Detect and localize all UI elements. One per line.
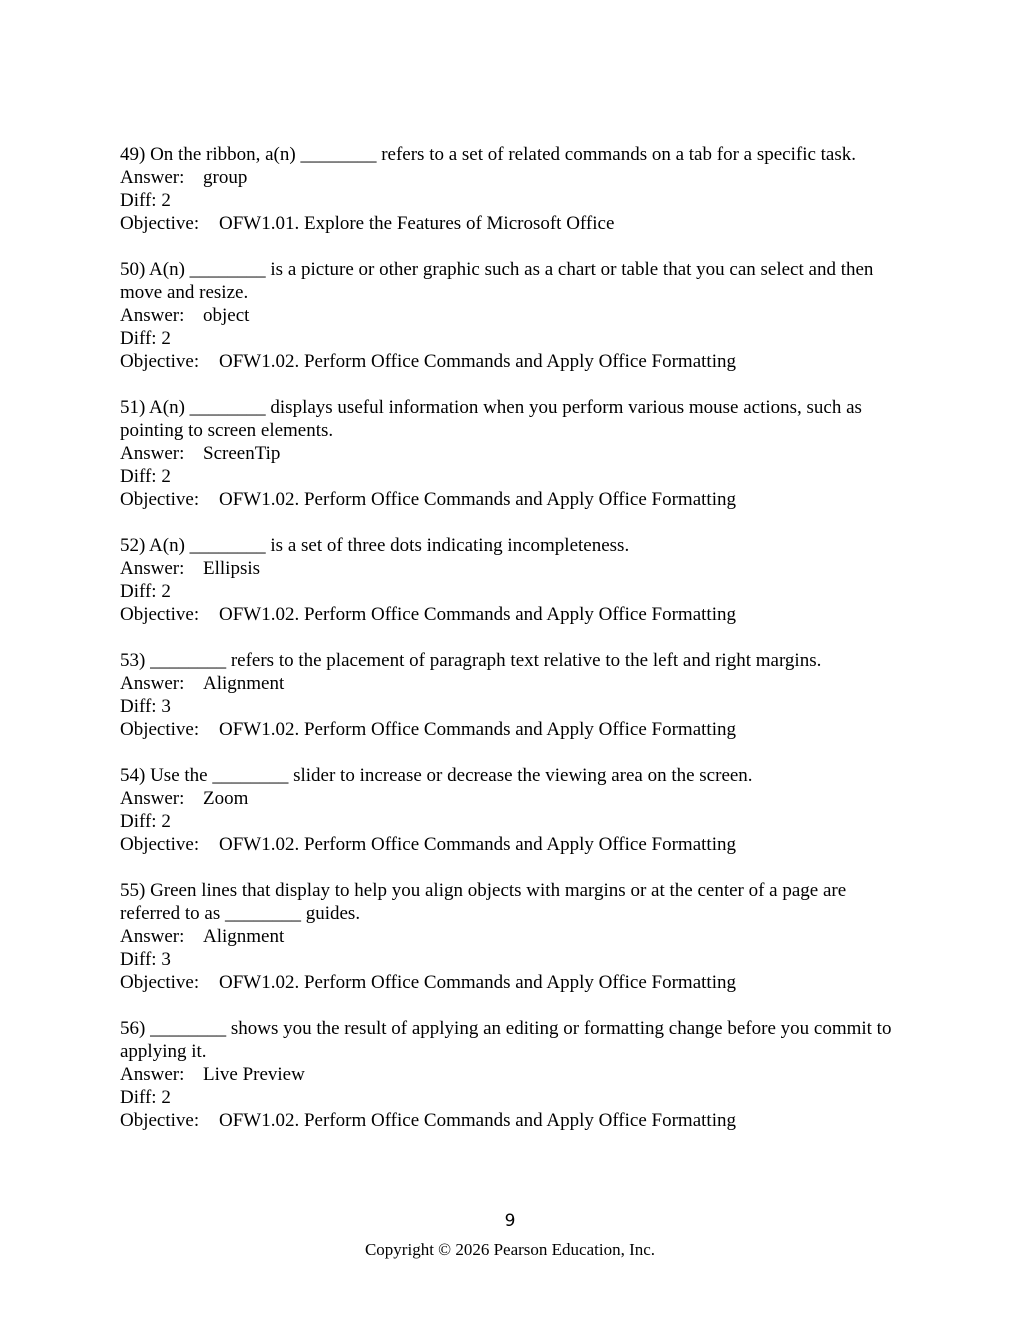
question-51 (120, 396, 910, 511)
question-text: 53) ________ refers to the placement of paragraph text relative to the left and right margins. (120, 650, 822, 671)
objective-label: Objective: (120, 972, 200, 993)
answer-value: object (203, 305, 250, 326)
difficulty-line: Diff: 2 (120, 328, 171, 349)
answer-label: Answer: (120, 1064, 185, 1085)
page-number: 9 (504, 1211, 516, 1231)
answer-line (120, 304, 910, 327)
difficulty-line: Diff: 2 (120, 466, 171, 487)
objective-value: OFW1.02. Perform Office Commands and Apply Office Formatting (219, 1110, 736, 1131)
question-52 (120, 534, 910, 626)
answer-value: Live Preview (203, 1064, 305, 1085)
answer-value: Alignment (203, 926, 285, 947)
question-text: 56) ________ shows you the result of applying an editing or formatting change before you commit to applying it. (120, 1018, 897, 1062)
objective-line (120, 1109, 910, 1132)
copyright-notice: Copyright © 2026 Pearson Education, Inc. (364, 1240, 656, 1259)
objective-label: Objective: (120, 351, 200, 372)
question-text: 50) A(n) ________ is a picture or other graphic such as a chart or table that you can select and then move and resize. (120, 259, 879, 303)
objective-value: OFW1.02. Perform Office Commands and Apply Office Formatting (219, 834, 736, 855)
answer-line (120, 442, 910, 465)
difficulty-line: Diff: 2 (120, 190, 171, 211)
answer-value: group (203, 167, 248, 188)
answer-label: Answer: (120, 788, 185, 809)
answer-label: Answer: (120, 167, 185, 188)
question-text: 49) On the ribbon, a(n) ________ refers to a set of related commands on a tab for a specific task. (120, 144, 857, 165)
question-56 (120, 1017, 910, 1132)
question-55 (120, 879, 910, 994)
question-50 (120, 258, 910, 373)
question-54 (120, 764, 910, 856)
answer-label: Answer: (120, 926, 185, 947)
answer-label: Answer: (120, 558, 185, 579)
objective-label: Objective: (120, 489, 200, 510)
objective-line (120, 603, 910, 626)
difficulty-line: Diff: 2 (120, 1087, 171, 1108)
difficulty-line: Diff: 3 (120, 949, 171, 970)
objective-line (120, 488, 910, 511)
objective-value: OFW1.01. Explore the Features of Microsoft Office (219, 213, 615, 234)
objective-label: Objective: (120, 834, 200, 855)
objective-value: OFW1.02. Perform Office Commands and Apply Office Formatting (219, 489, 736, 510)
objective-value: OFW1.02. Perform Office Commands and Apply Office Formatting (219, 972, 736, 993)
objective-label: Objective: (120, 213, 200, 234)
answer-line (120, 787, 910, 810)
objective-value: OFW1.02. Perform Office Commands and Apply Office Formatting (219, 604, 736, 625)
answer-label: Answer: (120, 305, 185, 326)
objective-line (120, 833, 910, 856)
objective-value: OFW1.02. Perform Office Commands and Apply Office Formatting (219, 351, 736, 372)
answer-label: Answer: (120, 443, 185, 464)
answer-value: Alignment (203, 673, 285, 694)
question-text: 52) A(n) ________ is a set of three dots indicating incompleteness. (120, 535, 630, 556)
answer-value: Ellipsis (203, 558, 261, 579)
difficulty-line: Diff: 2 (120, 811, 171, 832)
answer-line (120, 557, 910, 580)
objective-line (120, 971, 910, 994)
answer-line (120, 925, 910, 948)
answer-line (120, 672, 910, 695)
question-49 (120, 143, 910, 235)
answer-label: Answer: (120, 673, 185, 694)
objective-label: Objective: (120, 1110, 200, 1131)
question-53 (120, 649, 910, 741)
question-list (120, 143, 910, 1155)
objective-line (120, 212, 910, 235)
difficulty-line: Diff: 2 (120, 581, 171, 602)
answer-line (120, 166, 910, 189)
answer-line (120, 1063, 910, 1086)
objective-label: Objective: (120, 719, 200, 740)
answer-value: Zoom (203, 788, 249, 809)
objective-line (120, 350, 910, 373)
difficulty-line: Diff: 3 (120, 696, 171, 717)
answer-value: ScreenTip (203, 443, 281, 464)
question-text: 54) Use the ________ slider to increase or decrease the viewing area on the screen. (120, 765, 753, 786)
objective-value: OFW1.02. Perform Office Commands and Apply Office Formatting (219, 719, 736, 740)
question-text: 55) Green lines that display to help you align objects with margins or at the center of a page are referred to as ________ guides. (120, 880, 851, 924)
question-text: 51) A(n) ________ displays useful information when you perform various mouse actions, such as pointing to screen elements. (120, 397, 867, 441)
objective-line (120, 718, 910, 741)
objective-label: Objective: (120, 604, 200, 625)
